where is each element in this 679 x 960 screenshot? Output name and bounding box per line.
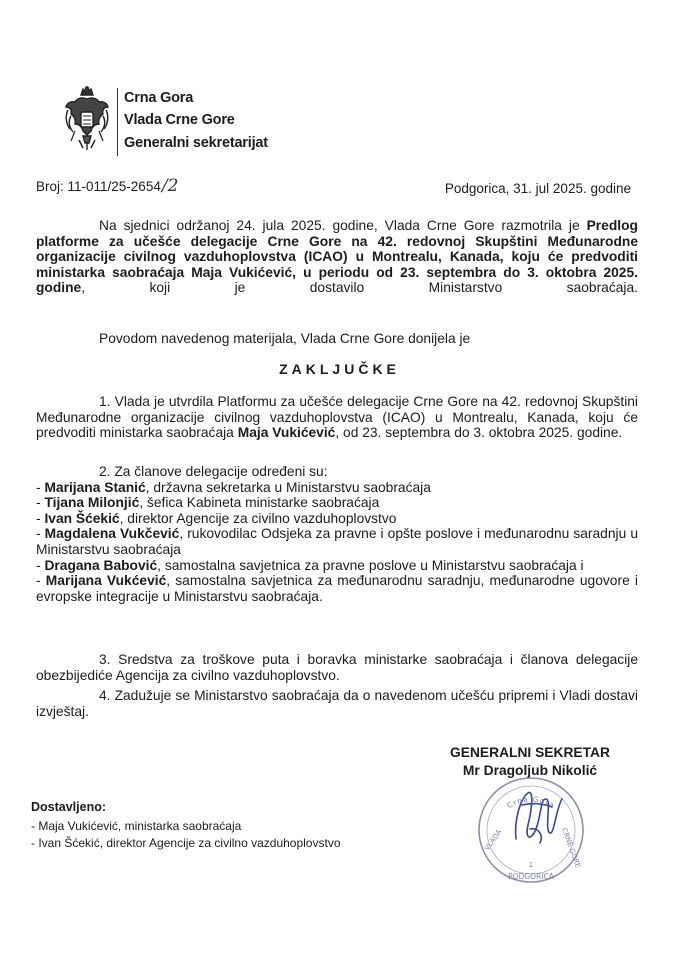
minister-name: Maja Vukićević <box>237 425 336 441</box>
proposal-title: Predlog platforme za učešće delegacije Crne Gore na 42. redovnoj Skupštini Međunarodne organizacije civilnog vazduhoplovstva (ICAO) u Montrealu, Kanada, koju će predvoditi ministarka saobraćaja Maja Vukićević, u periodu od 23. septembra do 3. oktobra 2025. godine <box>36 218 638 296</box>
conclusions-title: ZAKLJUČKE <box>279 361 400 377</box>
conclusion-4: 4. Zadužuje se Ministarstvo saobraćaja da o navedenom učešću pripremi i Vladi dostavi izvještaj. <box>36 688 638 719</box>
header-secretariat: Generalni sekretarijat <box>124 135 268 151</box>
stamp-top-text: Crna Gora <box>505 794 557 811</box>
delegation-member: - Ivan Šćekić, direktor Agencije za civilno vazduhoplovstvo <box>36 510 397 526</box>
handwritten-suffix: /2 <box>161 176 179 196</box>
header-country: Crna Gora <box>124 90 194 106</box>
conclusion-2: 2. Za članove delegacije određeni su: - Marijana Stanić, državna sekretarka u Ministarstvu saobraćaja - Tijana Milonjić, šefica Kabineta ministarke saobraćaja - Ivan Šćekić, direktor Agencije za civilno vazduhoplovstvo - Magdalena Vukčević, rukovodilac Odsjeka za pravne i opšte poslove i međunarodnu saradnju u Ministarstvu saobraćaja - Dragana Babović, samostalna savjetnica za pravne poslove u Ministarstvu saobraćaja i - Marijana Vukćević, samostalna savjetnica za međunarodnu saradnju, međunarodne ugovore i evropske integracije u Ministarstvu saobraćaja. <box>36 464 638 604</box>
stamp-left-text: VLADA <box>483 828 504 853</box>
delegation-member: - Tijana Milonjić, šefica Kabineta ministarke saobraćaja <box>36 495 380 511</box>
delegation-member: - Marijana Stanić, državna sekretarka u Ministarstvu saobraćaja <box>36 479 431 495</box>
reference-number-text: Broj: 11-011/25-2654 <box>36 179 161 194</box>
stamp-city: PODGORICA <box>508 872 554 881</box>
delivered-label: Dostavljeno: <box>31 800 107 814</box>
header-government: Vlada Crne Gore <box>124 112 235 128</box>
stamp-right-text: CRNE GORE <box>560 826 582 870</box>
conclusion-1: 1. Vlada je utvrdila Platformu za učešće delegacije Crne Gore na 42. redovnoj Skupštini Međunarodne organizacije civilnog vazduhoplovstva (ICAO) u Montrealu, Kanada, koju će predvoditi ministarka saobraćaja Maja Vukićević, od 23. septembra do 3. oktobra 2025. godine. <box>36 394 638 441</box>
intro-paragraph: Na sjednici održanoj 24. jula 2025. godine, Vlada Crne Gore razmotrila je Predlog platforme za učešće delegacije Crne Gore na 42. redovnoj Skupštini Međunarodne organizacije civilnog vazduhoplovstva (ICAO) u Montrealu, Kanada, koju će predvoditi ministarka saobraćaja Maja Vukićević, u periodu od 23. septembra do 3. oktobra 2025. godine, koji je dostavilo Ministarstvo saobraćaja. <box>36 218 638 296</box>
intro-paragraph-2: Povodom navedenog materijala, Vlada Crne Gore donijela je <box>99 331 471 346</box>
place-date: Podgorica, 31. jul 2025. godine <box>444 181 631 196</box>
coat-of-arms-emblem <box>62 86 112 152</box>
reference-number <box>36 176 178 196</box>
signature-name: Mr Dragoljub Nikolić <box>462 763 598 778</box>
delegation-member: - Magdalena Vukčević, rukovodilac Odsjeka za pravne i opšte poslove i međunarodnu saradnju u Ministarstvu saobraćaja <box>36 526 638 557</box>
delegation-member: - Marijana Vukćević, samostalna savjetnica za međunarodnu saradnju, međunarodne ugovore i evropske integracije u Ministarstvu saobraćaja. <box>36 573 638 604</box>
delegation-member: - Dragana Babović, samostalna savjetnica za pravne poslove u Ministarstvu saobraćaja i <box>36 557 584 573</box>
official-stamp <box>470 769 592 891</box>
header-divider <box>117 88 118 156</box>
signature-title: GENERALNI SEKRETAR <box>450 745 610 760</box>
conclusion-3: 3. Sredstva za troškove puta i boravka ministarke saobraćaja i članova delegacije obezbijediće Agencija za civilno vazduhoplovstvo. <box>36 652 638 683</box>
delivered-item: - Ivan Šćekić, direktor Agencije za civilno vazduhoplovstvo <box>31 836 341 850</box>
delivered-item: - Maja Vukićević, ministarka saobraćaja <box>31 819 242 833</box>
stamp-number: 1 <box>528 861 534 869</box>
